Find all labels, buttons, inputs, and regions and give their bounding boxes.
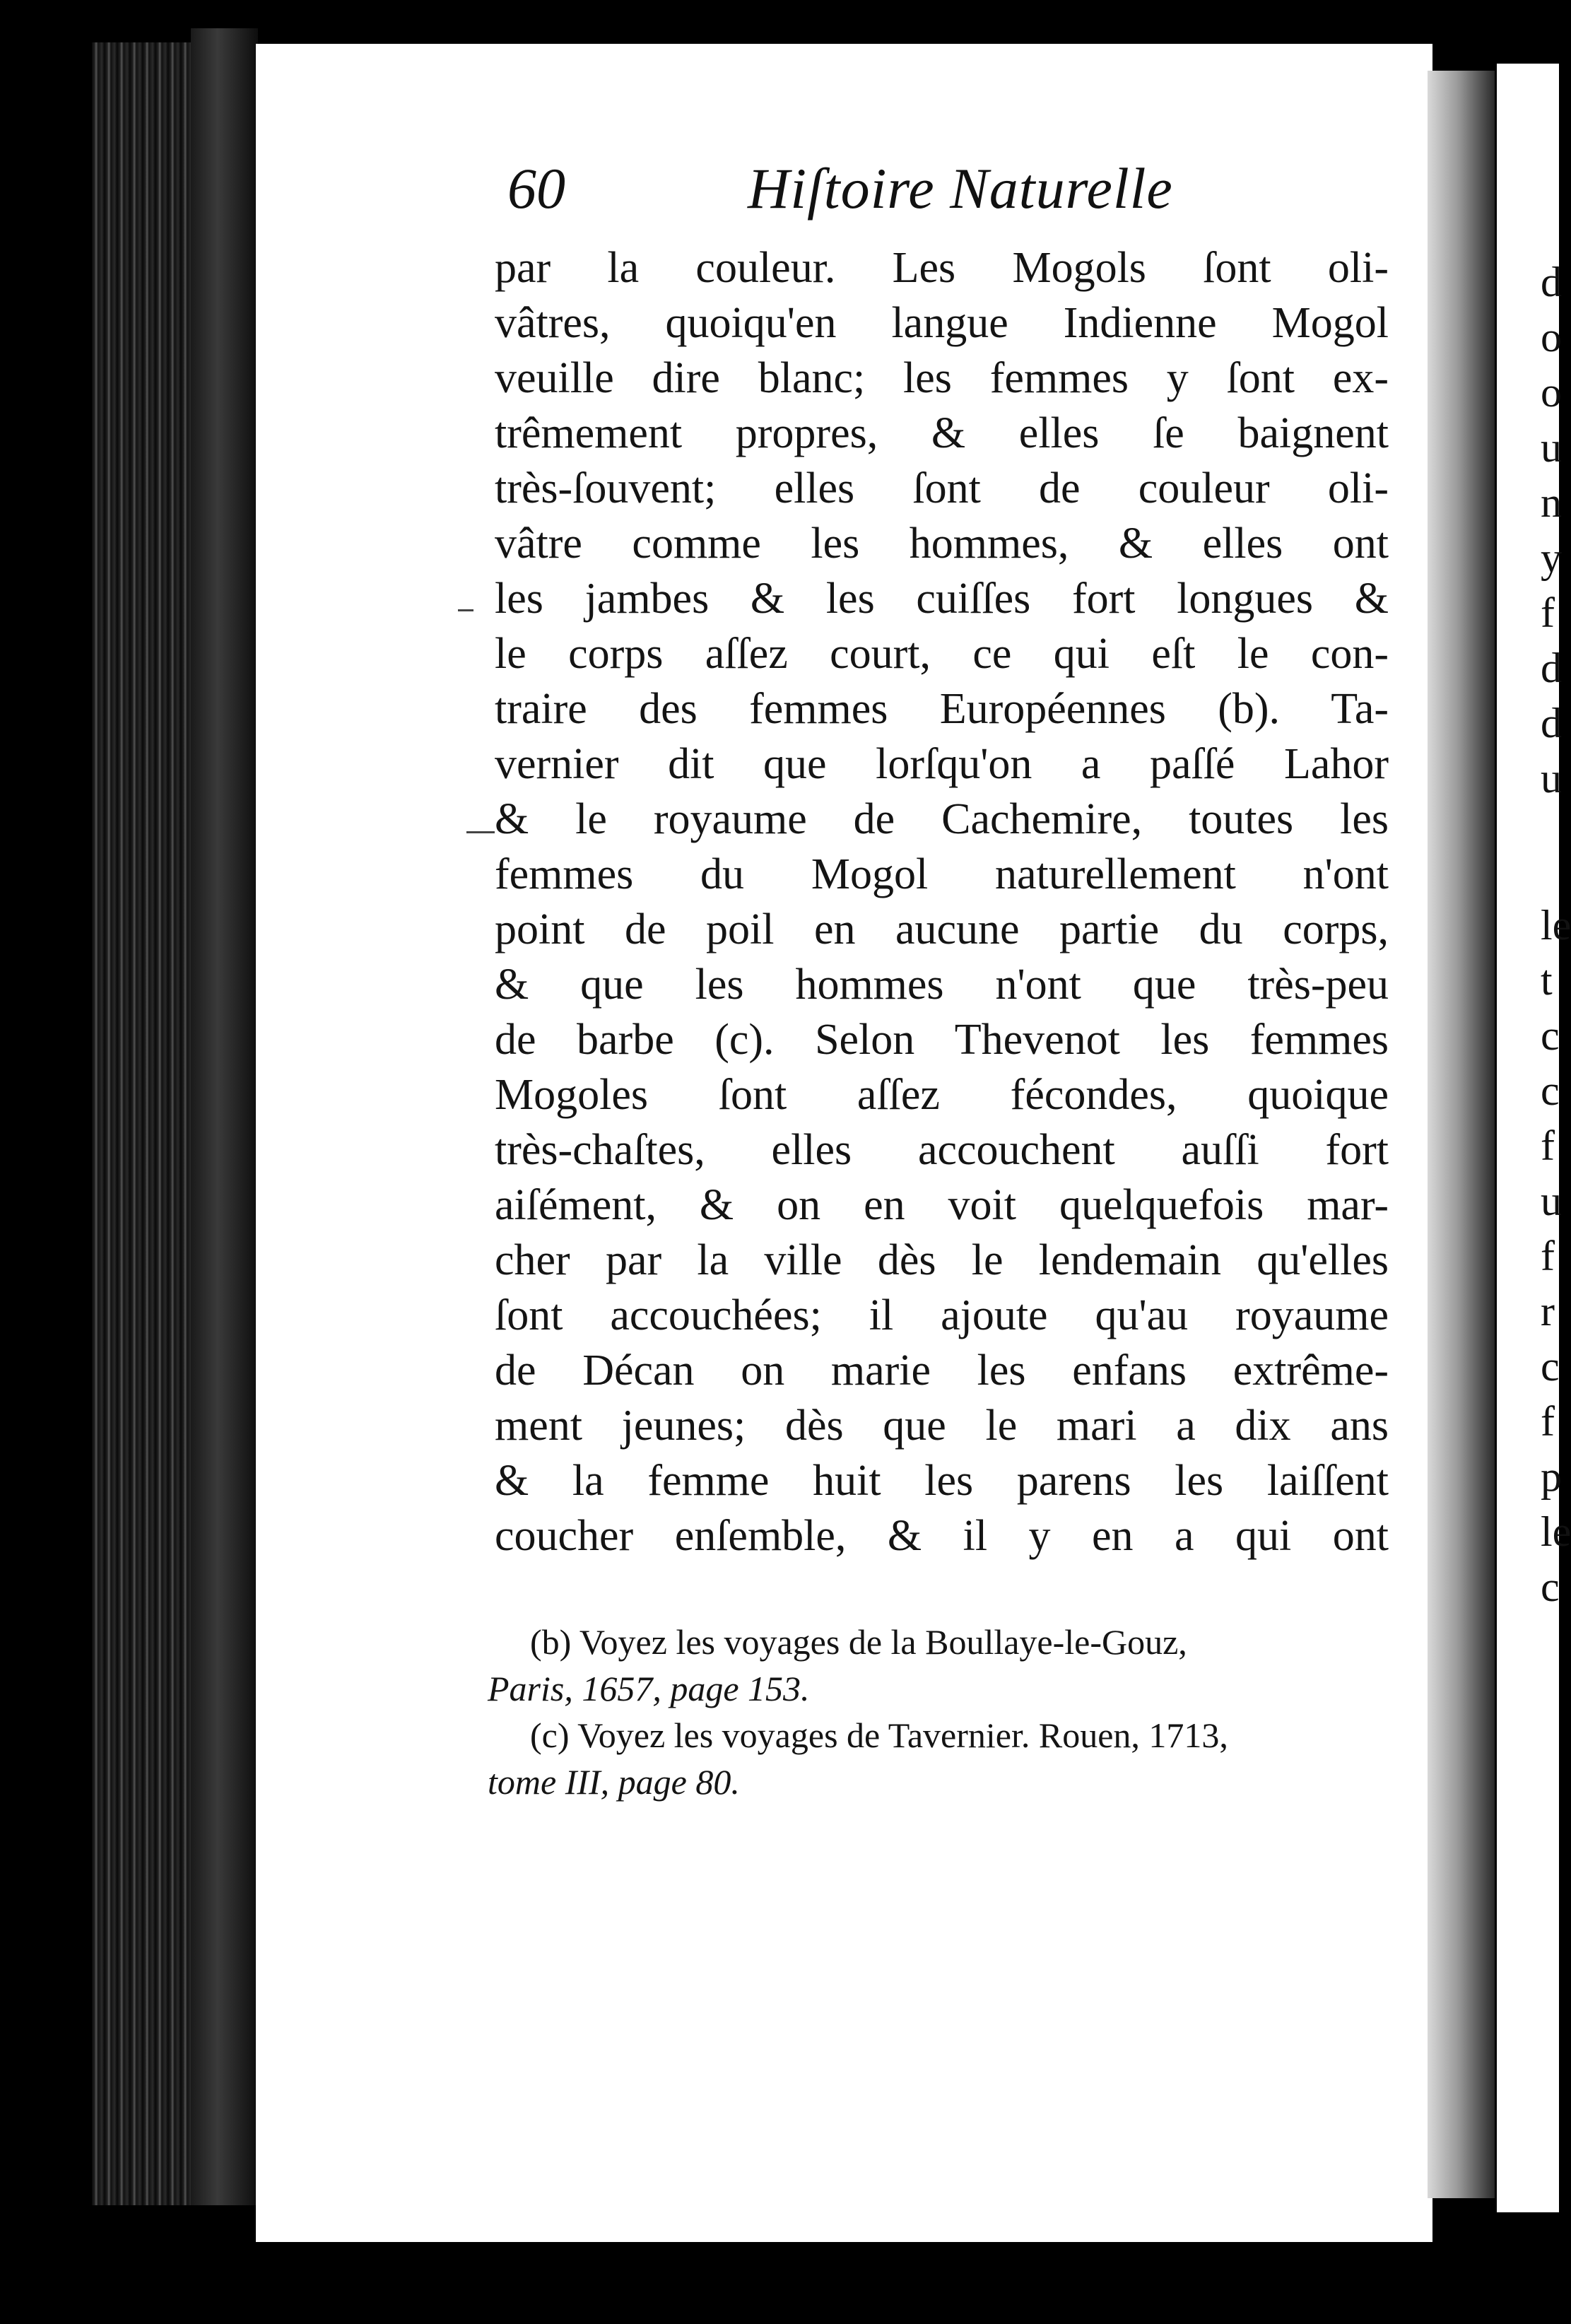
footnote-b-line1: (b) Voyez les voyages de la Boullaye-le-Gouz, — [530, 1622, 1187, 1662]
text-line: coucher enſemble, & il y en a qui ont — [495, 1512, 1389, 1560]
facing-letter: d — [1541, 700, 1562, 746]
facing-letter: f — [1541, 1122, 1555, 1169]
facing-letter: c — [1541, 1012, 1560, 1059]
text-line: par la couleur. Les Mogols ſont oli- — [495, 244, 1389, 292]
text-line: & le royaume de Cachemire, toutes les — [495, 795, 1389, 843]
text-line: aiſément, & on en voit quelquefois mar- — [495, 1181, 1389, 1229]
facing-letter: p — [1541, 1453, 1562, 1500]
facing-letter: c — [1541, 1563, 1560, 1610]
text-line: vâtres, quoiqu'en langue Indienne Mogol — [495, 299, 1389, 347]
footnote-c-line1: (c) Voyez les voyages de Tavernier. Rouen, 1713, — [530, 1715, 1228, 1755]
text-line: de barbe (c). Selon Thevenot les femmes — [495, 1016, 1389, 1064]
text-line: vâtre comme les hommes, & elles ont — [495, 520, 1389, 568]
text-line: le corps aſſez court, ce qui eſt le con- — [495, 630, 1389, 678]
text-line: traire des femmes Européennes (b). Ta- — [495, 685, 1389, 733]
footnotes — [488, 1619, 1396, 1805]
facing-letter: d — [1541, 645, 1562, 691]
facing-page-text — [1541, 254, 1571, 1614]
facing-letter: f — [1541, 1233, 1555, 1279]
text-line: cher par la ville dès le lendemain qu'elles — [495, 1236, 1389, 1284]
facing-letter: d — [1541, 259, 1562, 305]
facing-letter: c — [1541, 1343, 1560, 1390]
text-line: les jambes & les cuiſſes fort longues & — [495, 575, 1389, 623]
footnote-b-line2: Paris, 1657, page 153. — [488, 1669, 810, 1708]
text-line: très-ſouvent; elles ſont de couleur oli- — [495, 464, 1389, 512]
facing-gap — [1541, 806, 1562, 898]
facing-letter: u — [1541, 755, 1562, 802]
text-line: très-chaſtes, elles accouchent auſſi fort — [495, 1126, 1389, 1174]
facing-letter: u — [1541, 424, 1562, 471]
facing-letter: le — [1541, 1508, 1571, 1555]
facing-letter: le — [1541, 902, 1571, 949]
body-text — [495, 240, 1389, 1563]
text-line: & la femme huit les parens les laiſſent — [495, 1457, 1389, 1505]
running-title: Hiſtoire Naturelle — [748, 156, 1173, 221]
facing-letter: n — [1541, 479, 1562, 526]
facing-letter: f — [1541, 589, 1555, 636]
text-line: trêmement propres, & elles ſe baignent — [495, 409, 1389, 457]
facing-letter: y — [1541, 534, 1562, 581]
facing-letter: o — [1541, 369, 1562, 416]
text-line: veuille dire blanc; les femmes y ſont ex- — [495, 354, 1389, 402]
text-line: & que les hommes n'ont que très-peu — [495, 961, 1389, 1009]
facing-letter: c — [1541, 1067, 1560, 1114]
text-line: femmes du Mogol naturellement n'ont — [495, 850, 1389, 898]
page-number: 60 — [507, 156, 565, 221]
facing-letter: t — [1541, 957, 1553, 1004]
text-line: de Décan on marie les enfans extrême- — [495, 1346, 1389, 1395]
margin-mark — [458, 609, 473, 611]
footnote-c-line2: tome III, page 80. — [488, 1762, 740, 1802]
text-line: ſont accouchées; il ajoute qu'au royaume — [495, 1291, 1389, 1339]
facing-letter: f — [1541, 1398, 1555, 1445]
text-line: vernier dit que lorſqu'on a paſſé Lahor — [495, 740, 1389, 788]
text-line: Mogoles ſont aſſez fécondes, quoique — [495, 1071, 1389, 1119]
text-line: point de poil en aucune partie du corps, — [495, 905, 1389, 953]
margin-mark — [466, 831, 495, 833]
facing-letter: r — [1541, 1288, 1555, 1334]
facing-letter: u — [1541, 1178, 1562, 1224]
book-spine-shadow — [191, 28, 258, 2205]
text-line: ment jeunes; dès que le mari a dix ans — [495, 1402, 1389, 1450]
running-head — [507, 148, 1391, 226]
page-gutter — [1428, 71, 1495, 2198]
facing-letter: o — [1541, 314, 1562, 360]
